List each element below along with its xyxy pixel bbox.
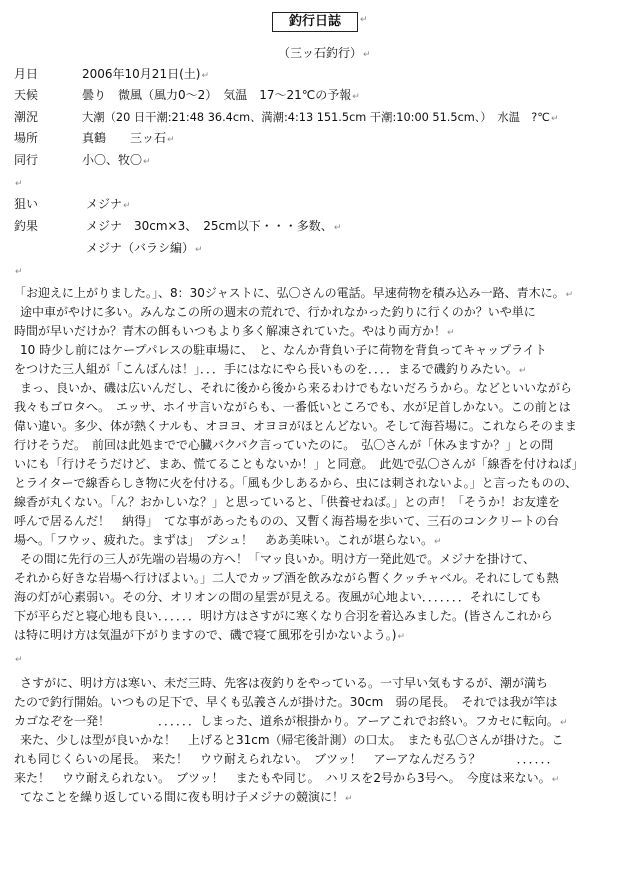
target-value: メジナ↵ — [86, 197, 131, 211]
empty-line: ↵ — [15, 655, 23, 665]
body-line: 行けそうだ。 前回は此処までで心臓バクバク言っていたのに。 弘〇さんが「休みますか？」との問 — [14, 438, 554, 452]
body-line: いにも「行けそうだけど、まあ、慌てることもないか！」と同意。 此処で弘〇さんが「線香を付けねば」 — [14, 457, 584, 471]
body-line: カゴなぞを一発！ ．．．．．．しまった、道糸が根掛かり。アーアこれでお終い。フカセに転向。↵ — [14, 714, 568, 728]
body-line: 我々もゴロタへ。 エッサ、ホイサ言いながらも、一番低いところでも、水が足首しかない。この前とは — [14, 400, 571, 414]
body-line: 「お迎えに上がりました。」、8：30ジャストに、弘〇さんの電話。早速荷物を積み込み一路、青木に。↵ — [14, 286, 574, 300]
body-line: 海の灯が心素弱い。その分、オリオンの間の星雲が見える。夜風が心地よい．．．．．．．それにしても — [14, 590, 542, 604]
body-line: たので釣行開始。いつもの足下で、早くも弘義さんが掛けた。30cm 弱の尾長。 それでは我が竿は — [14, 695, 558, 709]
body-line: 10 時少し前にはケープパレスの駐車場に、 と、なんか背負い子に荷物を背負ってキャップライト — [20, 343, 547, 357]
info-tide-value: 大潮（20 日干潮:21:48 36.4cm、満潮:4:13 151.5cm 干潮:10:00 51.5cm、） 水温 ?℃↵ — [82, 111, 559, 124]
result-value-2: メジナ（バラシ編）↵ — [86, 241, 203, 255]
empty-line: ↵ — [15, 267, 23, 277]
body-line: まっ、良いか、磯は広いんだし、それに後から後から来るわけでもないだろうから。などといいながら — [20, 381, 573, 395]
info-date-label: 月日 — [14, 67, 39, 81]
body-line: 時間が早いだけか？青木の餌もいつもより多く解凍されていた。やはり両方か！↵ — [14, 324, 455, 338]
info-tide-label: 潮況 — [14, 110, 39, 124]
body-line: 来た、少しは型が良いかな！ 上げると31cm（帰宅後計測）の口太。 またも弘〇さんが掛けた。こ — [20, 733, 564, 747]
body-line: 偉い違い。多少、体が熱くナルも、オヨヨ、オヨヨがほとんどない。そして海苔場に。これならそのまま — [14, 419, 577, 433]
body-line: てなことを繰り返している間に夜も明け子メジナの競演に！↵ — [20, 790, 353, 804]
info-weather-value: 曇り 微風（風力0～2） 気温 17～21℃の予報↵ — [82, 88, 360, 102]
body-line: その間に先行の三人が先端の岩場の方へ！「マッ良いか。明け方一発此処で。メジナを掛けて、 — [20, 552, 536, 566]
info-place-value: 真鶴 三ッ石↵ — [82, 131, 175, 145]
body-line: 呼んで居るんだ！ 納得」 てな事があったものの、又暫く海苔場を歩いて、三石のコンクリートの台 — [14, 514, 559, 528]
result-label: 釣果 — [14, 219, 39, 233]
empty-line: ↵ — [15, 179, 23, 189]
document-title: 釣行日誌 — [272, 12, 358, 32]
info-weather-label: 天候 — [14, 88, 39, 102]
body-line: 場へ。「フウッ、疲れた。まずは」 プシュ！ ああ美味い。これが堪らない。↵ — [14, 533, 442, 547]
body-line: とライターで線香らしき物に火を付ける。「風も少しあるから、虫には刺されないよ。」と言ったものの、 — [14, 476, 578, 490]
body-line: 線香が丸くない。「ん？おかしいな？」と思っていると、「供養せねば。」との声！「そうか！お友達を — [14, 495, 561, 509]
info-date-value: 2006年10月21日(土)↵ — [82, 67, 209, 81]
body-line: さすがに、明け方は寒い、未だ三時、先客は夜釣りをやっている。一寸早い気もするが、潮が満ち — [20, 676, 549, 690]
result-value-1: メジナ 30cm×3、 25cm以下・・・多数、↵ — [86, 219, 342, 233]
info-companion-value: 小〇、牧〇↵ — [82, 153, 151, 167]
paragraph-mark-icon: ↵ — [360, 15, 368, 25]
body-line: をつけた三人組が「こんばんは！」．．．手にはなにやら長いものを．．．．まるで磯釣りみたい。↵ — [14, 362, 527, 376]
target-label: 狙い — [14, 197, 39, 211]
body-line: それから好きな岩場へ行けばよい。」二人でカップ酒を飲みながら暫くクッチャベル。それにしても熱 — [14, 571, 559, 585]
info-place-label: 場所 — [14, 131, 39, 145]
body-line: は特に明け方は気温が下がりますので、磯で寝て風邪を引かないよう。)↵ — [14, 628, 405, 642]
body-line: 途中車がやけに多い。みんなこの所の週末の荒れで、行かれなかった釣りに行くのか？いや単に — [20, 305, 536, 319]
subtitle: （三ッ石釣行）↵ — [278, 46, 371, 60]
body-line: れも同じくらいの尾長。 来た！ ウウ耐えられない。 ブツッ！ アーアなんだろう？ ．．．．．． — [14, 752, 559, 766]
info-companion-label: 同行 — [14, 153, 39, 167]
body-line: 来た！ ウウ耐えられない。 ブツッ！ またもや同じ。 ハリスを2号から3号へ。 今度は来ない。↵ — [14, 771, 560, 785]
body-line: 下が平らだと寝心地も良い．．．．．．明け方はさすがに寒くなり合羽を着込みました。(皆さんこれから — [14, 609, 553, 623]
